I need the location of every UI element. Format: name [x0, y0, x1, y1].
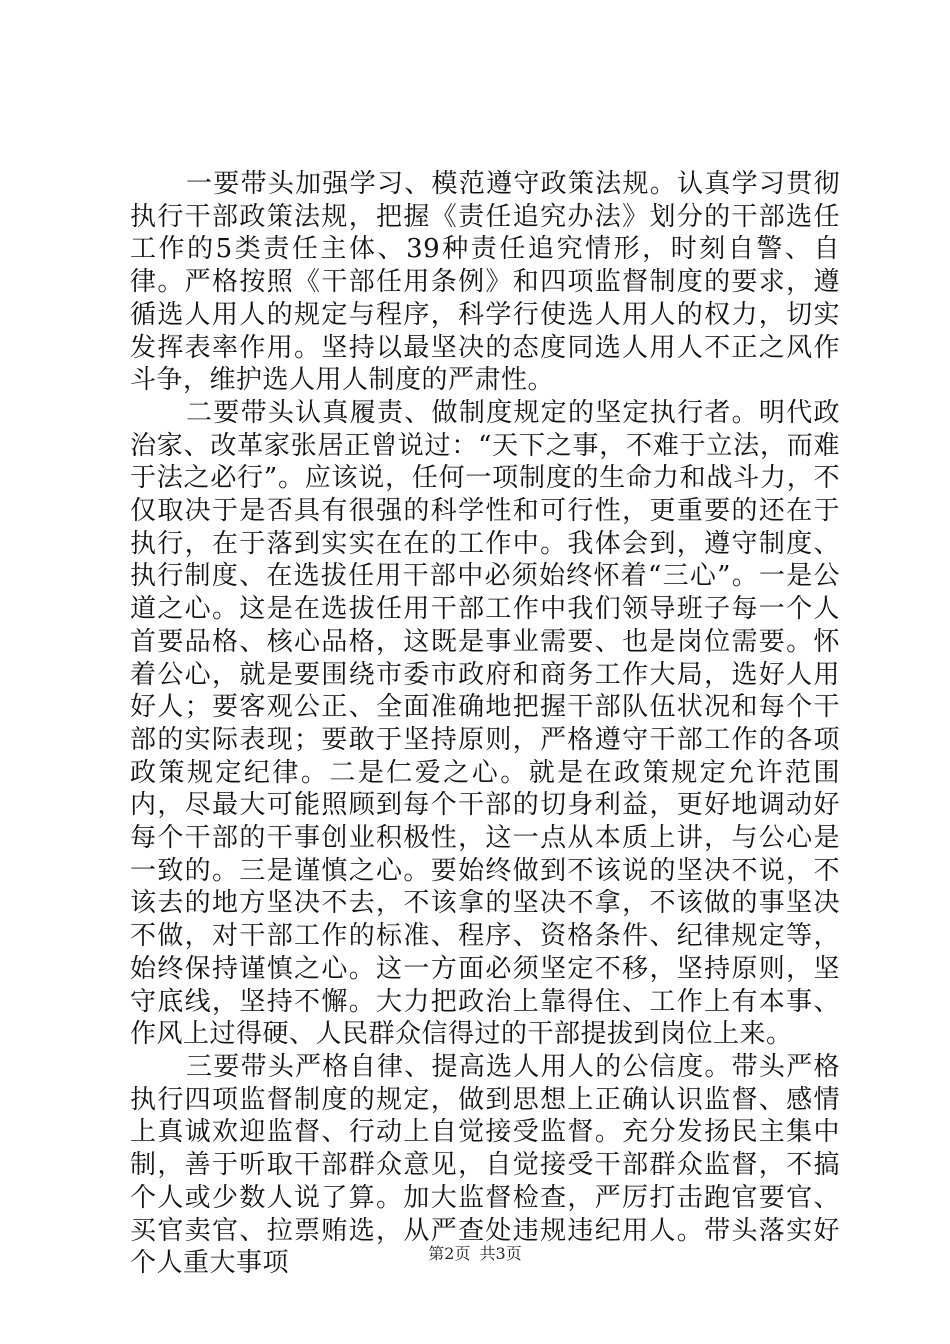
document-body: [130, 168, 840, 1280]
paragraph-2: 二要带头认真履责、做制度规定的坚定执行者。明代政治家、改革家张居正曾说过：“天下之事，不难于立法，而难于法之必行”。应该说，任何一项制度的生命力和战斗力，不仅取决于是否具有很强的科学性和可行性，更重要的还在于执行，在于落到实实在在的工作中。我体会到，遵守制度、执行制度、在选拔任用干部中必须始终怀着“三心”。一是公道之心。这是在选拔任用干部工作中我们领导班子每一个人首要品格、核心品格，这既是事业需要、也是岗位需要。怀着公心，就是要围绕市委市政府和商务工作大局，选好人用好人；要客观公正、全面准确地把握干部队伍状况和每个干部的实际表现；要敢于坚持原则，严格遵守干部工作的各项政策规定纪律。二是仁爱之心。就是在政策规定允许范围内，尽最大可能照顾到每个干部的切身利益，更好地调动好每个干部的干事创业积极性，这一点从本质上讲，与公心是一致的。三是谨慎之心。要始终做到不该说的坚决不说，不该去的地方坚决不去，不该拿的坚决不拿，不该做的事坚决不做，对干部工作的标准、程序、资格条件、纪律规定等，始终保持谨慎之心。这一方面必须坚定不移，坚持原则，坚守底线，坚持不懈。大力把政治上靠得住、工作上有本事、作风上过得硬、人民群众信得过的干部提拔到岗位上来。: [130, 397, 840, 1050]
page-footer: [0, 1244, 950, 1264]
page-total: 共3页: [479, 1244, 522, 1263]
page-number: 第2页: [428, 1244, 471, 1263]
paragraph-3: 三要带头严格自律、提高选人用人的公信度。带头严格执行四项监督制度的规定，做到思想上正确认识监督、感情上真诚欢迎监督、行动上自觉接受监督。充分发扬民主集中制，善于听取干部群众意见，自觉接受干部群众监督，不搞个人或少数人说了算。加大监督检查，严厉打击跑官要官、买官卖官、拉票贿选，从严查处违规违纪用人。带头落实好个人重大事项: [130, 1051, 840, 1279]
paragraph-1: 一要带头加强学习、模范遵守政策法规。认真学习贯彻执行干部政策法规，把握《责任追究办法》划分的干部选任工作的5类责任主体、39种责任追究情形，时刻自警、自律。严格按照《干部任用条例》和四项监督制度的要求，遵循选人用人的规定与程序，科学行使选人用人的权力，切实发挥表率作用。坚持以最坚决的态度同选人用人不正之风作斗争，维护选人用人制度的严肃性。: [130, 169, 840, 396]
